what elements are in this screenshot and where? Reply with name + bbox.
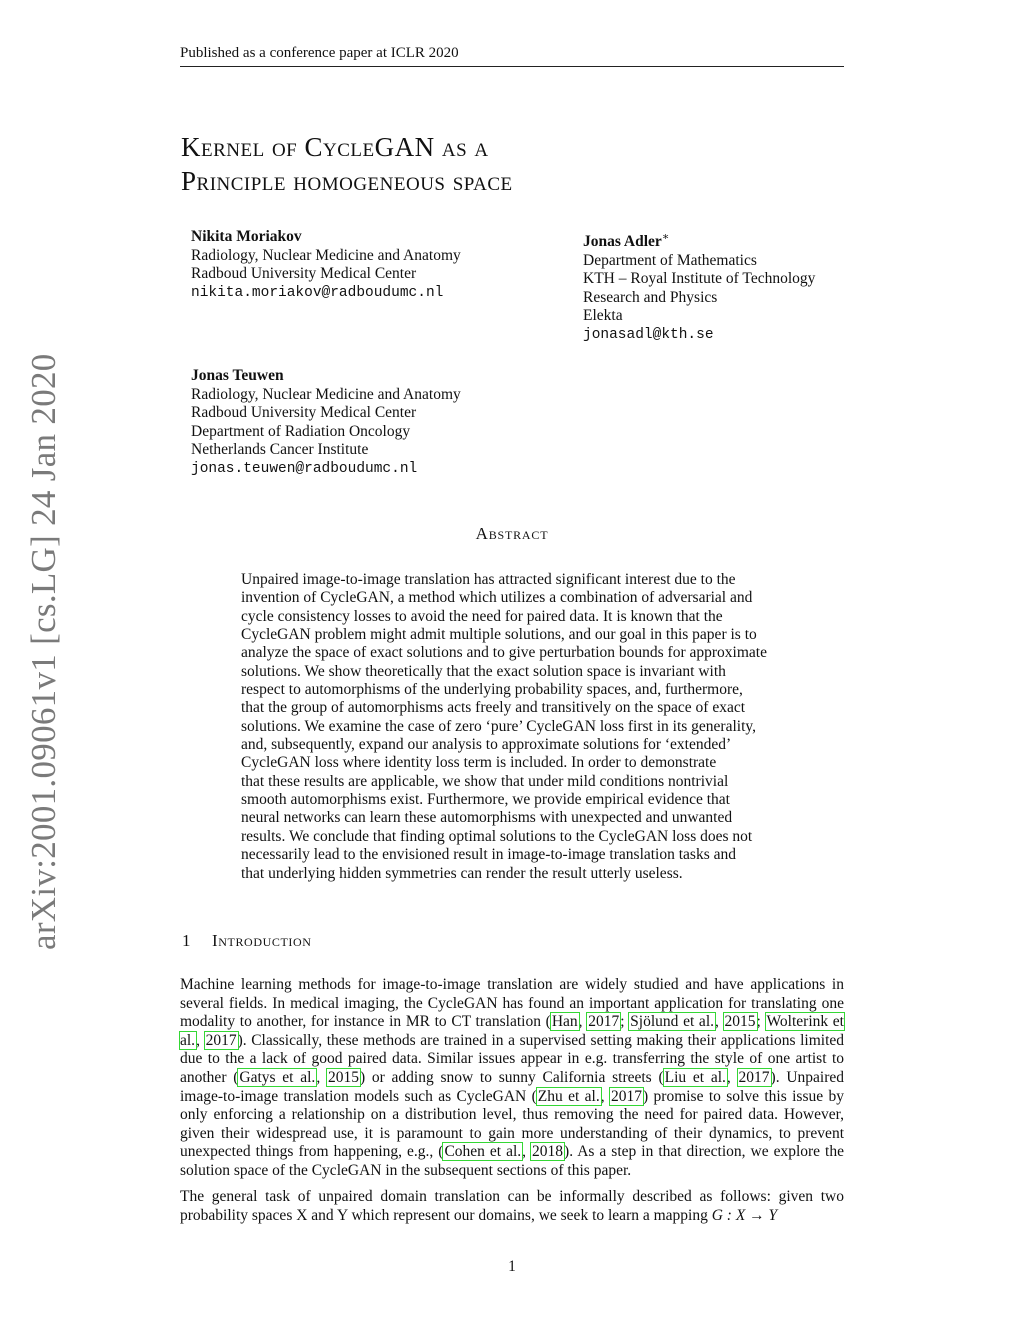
body-text: The general task of unpaired domain translation can be informally described as follows: given two probability spaces X and Y which represent our domains, we seek to learn a mapping — [180, 1188, 844, 1224]
intro-paragraph-2 — [180, 1188, 844, 1225]
abstract-line: smooth automorphisms exist. Furthermore, we provide empirical evidence that — [241, 791, 730, 809]
author-email[interactable]: jonas.teuwen@radboudumc.nl — [191, 460, 418, 477]
abstract-line: cycle consistency losses to avoid the need for paired data. It is known that the — [241, 607, 723, 625]
citation-link[interactable]: 2017 — [205, 1031, 237, 1049]
body-text: Machine learning methods for image-to-image translation are widely studied and have applications in several fields. In medical imaging, the CycleGAN has found an important application for translating one modality to another, for instance in MR to CT translation ( — [180, 976, 844, 1031]
citation-link[interactable]: 2017 — [738, 1068, 770, 1086]
section-number: 1 — [182, 931, 192, 950]
abstract-line: Unpaired image-to-image translation has attracted significant interest due to the — [241, 571, 736, 588]
abstract-line: analyze the space of exact solutions and to give perturbation bounds for approximate — [241, 644, 767, 662]
citation-link[interactable]: Gatys et al. — [239, 1068, 316, 1086]
citation-link[interactable]: 2018 — [532, 1143, 564, 1161]
abstract-line: CycleGAN problem might admit multiple solutions, and our goal in this paper is to — [241, 626, 757, 644]
abstract-line: invention of CycleGAN, a method which utilizes a combination of adversarial and — [241, 589, 753, 607]
citation-link[interactable]: Sjölund et al. — [630, 1013, 714, 1031]
author-affiliation: Elekta — [583, 307, 623, 325]
running-header: Published as a conference paper at ICLR 2020 — [180, 43, 844, 67]
abstract-line: and, subsequently, expand our analysis to approximate solutions for ‘extended’ — [241, 736, 732, 754]
title-line-2: Principle homogeneous space — [181, 166, 513, 196]
body-text: , — [715, 1013, 724, 1031]
author-block-3 — [191, 367, 551, 478]
body-text: , — [522, 1143, 532, 1161]
abstract-body — [241, 571, 784, 883]
author-affiliation: Department of Radiation Oncology — [191, 422, 411, 440]
title-line-1: Kernel of CycleGAN as a — [181, 132, 489, 162]
abstract-line: necessarily lead to the envisioned result in image-to-image translation tasks and — [241, 846, 736, 864]
body-text: , — [600, 1087, 610, 1105]
author-email[interactable]: nikita.moriakov@radboudumc.nl — [191, 284, 444, 301]
citation-link[interactable]: Han — [551, 1013, 578, 1031]
abstract-line: results. We conclude that finding optimal solutions to the CycleGAN loss does not — [241, 827, 753, 845]
body-text: , — [726, 1068, 738, 1086]
body-text: , — [196, 1031, 205, 1049]
section-title: Introduction — [212, 931, 312, 950]
citation-link[interactable]: 2017 — [588, 1013, 620, 1031]
abstract-line: solutions. We examine the case of zero ‘pure’ CycleGAN loss first in its generality, — [241, 717, 756, 735]
abstract-line: respect to automorphisms of the underlying probability spaces, and, furthermore, — [241, 681, 743, 699]
author-name: Nikita Moriakov — [191, 228, 302, 245]
author-affiliation: Research and Physics — [583, 288, 718, 306]
author-name: Jonas Teuwen — [191, 367, 284, 384]
citation-link[interactable]: Zhu et al. — [537, 1087, 600, 1105]
abstract-line: neural networks can learn these automorphisms with unexpected and unwanted — [241, 809, 733, 827]
page-number: 1 — [508, 1258, 516, 1275]
body-text: ). Unpaired image-to-image translation models such as CycleGAN ( — [180, 1068, 844, 1105]
section-heading — [182, 931, 312, 951]
citation-link[interactable]: Cohen et al. — [444, 1143, 522, 1161]
citation-link[interactable]: 2015 — [724, 1013, 756, 1031]
author-affiliation: Radboud University Medical Center — [191, 404, 417, 421]
author-block-1 — [191, 228, 551, 302]
abstract-line: that the group of automorphisms acts freely and transitively on the space of exact — [241, 699, 746, 717]
author-affiliation: Radiology, Nuclear Medicine and Anatomy — [191, 246, 461, 264]
author-affiliation: Radboud University Medical Center — [191, 265, 417, 282]
body-text: , — [578, 1013, 588, 1031]
author-affiliation: Radiology, Nuclear Medicine and Anatomy — [191, 385, 461, 403]
footnote-mark: ∗ — [661, 231, 670, 243]
author-affiliation: Department of Mathematics — [583, 251, 757, 269]
author-email[interactable]: jonasadl@kth.se — [583, 326, 714, 343]
abstract-line: CycleGAN loss where identity loss term is included. In order to demonstrate — [241, 754, 717, 772]
abstract-line: that underlying hidden symmetries can render the result utterly useless. — [241, 864, 683, 882]
abstract-heading: Abstract — [475, 524, 549, 543]
arxiv-stamp: arXiv:2001.09061v1 [cs.LG] 24 Jan 2020 — [24, 353, 63, 950]
author-affiliation: KTH – Royal Institute of Technology — [583, 270, 816, 288]
body-text: ). Classically, these methods are trained in a supervised setting making their applications limited due to the a lack of good paired data. Similar issues appear in e.g. transferring the style of one artist to another ( — [180, 1031, 845, 1086]
body-text: ; — [620, 1013, 630, 1031]
citation-link[interactable]: Wolterink et al. — [180, 1013, 844, 1049]
abstract-line: solutions. We show theoretically that the exact solution space is invariant with — [241, 662, 726, 680]
body-text: , — [316, 1068, 327, 1086]
citation-link[interactable]: 2015 — [327, 1068, 359, 1086]
citation-link[interactable]: Liu et al. — [664, 1068, 726, 1086]
author-affiliation: Netherlands Cancer Institute — [191, 441, 369, 458]
body-text: ) or adding snow to sunny California streets ( — [359, 1068, 664, 1086]
math-expression: G : X → Y — [711, 1206, 778, 1224]
author-block-2 — [583, 228, 873, 344]
author-name: Jonas Adler∗ — [583, 231, 670, 251]
body-text: ). As a step in that direction, we explore the solution space of the CycleGAN in the subsequent sections of this paper. — [180, 1143, 844, 1179]
body-text: ; — [756, 1013, 766, 1031]
citation-link[interactable]: 2017 — [611, 1087, 642, 1105]
paper-title — [181, 130, 845, 198]
abstract-line: that these results are applicable, we show that under mild conditions nontrivial — [241, 772, 729, 790]
intro-paragraph-1 — [180, 976, 844, 1181]
body-text: ) promise to solve this issue by only enforcing a relationship on a distribution level, thus removing the need for paired data. However, given their widespread use, it is paramount to gain more understanding of their dynamics, to prevent unexpected things from happening, e.g., ( — [180, 1087, 844, 1161]
